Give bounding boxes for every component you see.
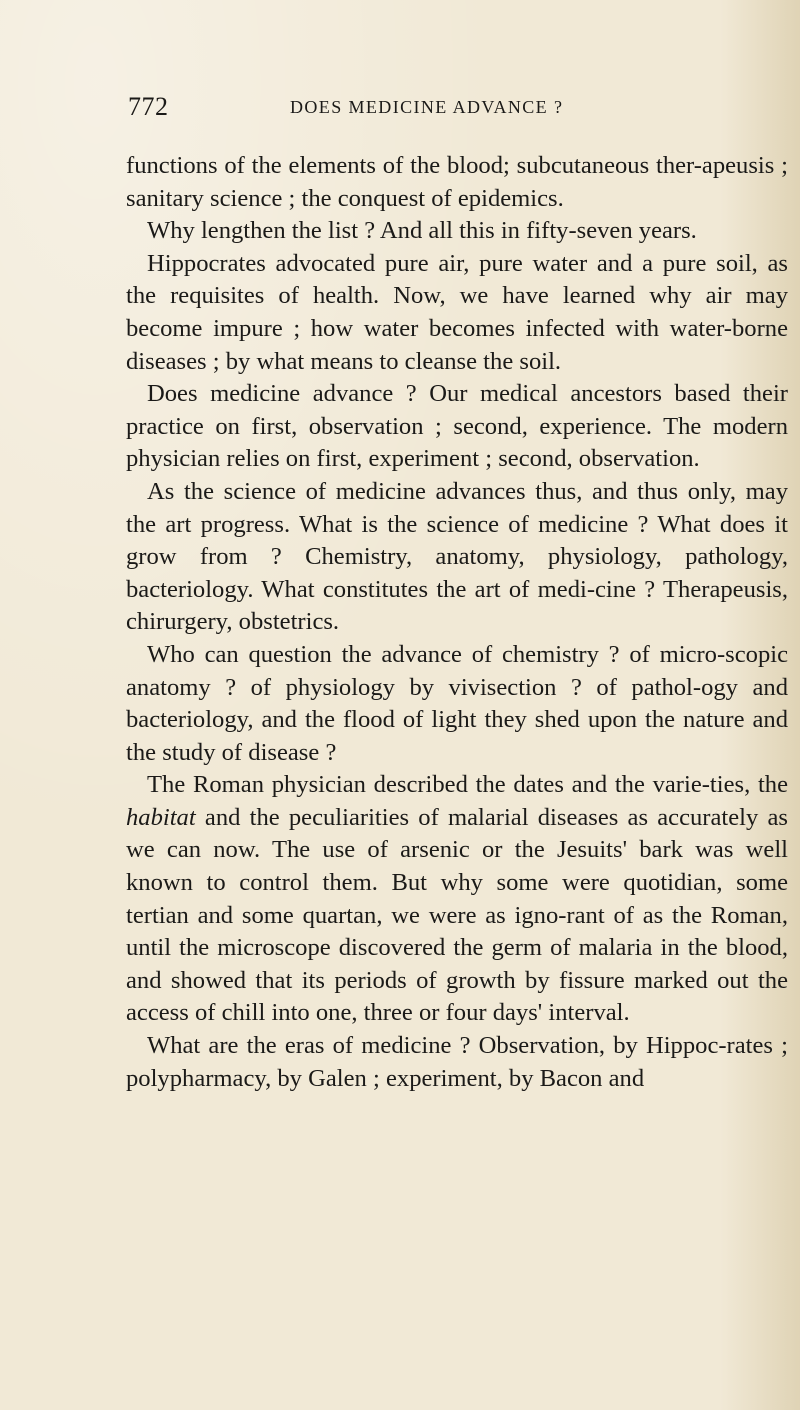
paragraph-science-of-medicine: As the science of medicine advances thus, and thus only, may the art progress. What is the science of medicine ? What does it grow from ? Chemistry, anatomy, physiology, pathology, bacteriology. What constitutes the art of medi-cine ? Therapeusis, chirurgery, obstetrics.: [126, 477, 788, 636]
paragraph-list-question: Why lengthen the list ? And all this in fifty-seven years.: [147, 217, 697, 245]
roman-text-after: and the peculiarities of malarial diseases as accurately as we can now. The use of arsenic or the Jesuits' bark was well known to control them. But why some were quotidian, some tertian and some quartan, we were as igno-rant of as the Roman, until the microscope discovered the germ of malaria in the blood, and showed that its periods of growth by fissure marked out the access of chill into one, three or four days' interval.: [126, 803, 788, 1027]
habitat-emphasis: habitat: [126, 803, 196, 831]
paragraph-eras-of-medicine: What are the eras of medicine ? Observation, by Hippoc-rates ; polypharmacy, by Galen ; experiment, by Bacon and: [126, 1032, 788, 1092]
body-text: [126, 150, 788, 1095]
paragraph-roman-physician: [126, 769, 788, 1030]
paragraph-hippocrates: Hippocrates advocated pure air, pure water and a pure soil, as the requisites of health. Now, we have learned why air may become impure ; how water becomes infected with water-borne diseases ; by what means to cleanse the soil.: [126, 249, 788, 375]
paragraph-continuation: functions of the elements of the blood; subcutaneous ther-apeusis ; sanitary science ; the conquest of epidemics.: [126, 152, 788, 212]
paragraph-medicine-advance: Does medicine advance ? Our medical ancestors based their practice on first, observation ; second, experience. The modern physician relies on first, experiment ; second, observation.: [126, 380, 788, 473]
running-head: [128, 92, 598, 122]
page-number: 772: [128, 92, 169, 121]
paragraph-question-advance: Who can question the advance of chemistry ? of micro-scopic anatomy ? of physiology by vivisection ? of pathol-ogy and bacteriology, and the flood of light they shed upon the nature and the study of disease ?: [126, 640, 788, 766]
roman-text-before: The Roman physician described the dates and the varie-ties, the: [147, 771, 788, 799]
running-title: DOES MEDICINE ADVANCE ?: [290, 97, 564, 117]
